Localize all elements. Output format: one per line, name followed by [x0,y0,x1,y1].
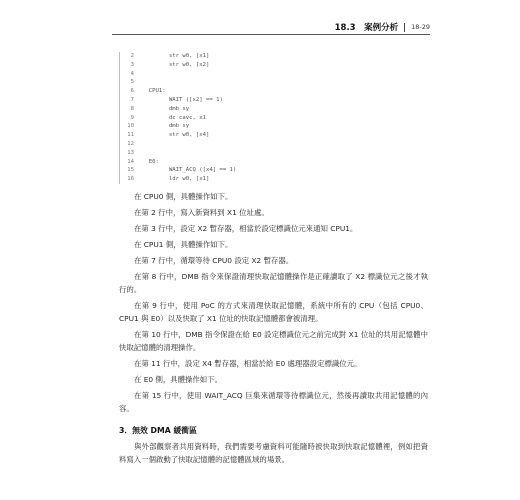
code-line [120,105,430,114]
header-rule [112,34,430,35]
paragraph: 在第 2 行中，寫入新資料到 X1 位址處。 [134,208,269,217]
line-number: 14 [127,158,134,165]
code-text: WAIT_ACQ ([x4] == 1) [142,167,237,174]
paragraph: 在第 10 行中，DMB 指令保證在給 E0 設定標識位元之前完成對 X1 位址的共用記憶體中快取記憶體的清理操作。 [119,330,428,352]
line-number: 12 [127,140,134,147]
code-line [120,140,430,149]
section-heading: 3．無效 DMA 緩衝區 [119,426,197,435]
body-text [119,190,428,466]
line-number: 5 [130,79,134,86]
line-number: 4 [130,70,134,77]
code-text: str w0, [x1] [142,53,210,59]
code-line [120,70,430,79]
code-text: dc cavc, x1 [142,114,206,121]
code-text: ldr w0, [x1] [142,176,210,183]
paragraph: 在第 7 行中，循環等待 CPU0 設定 X2 暫存器。 [134,256,294,265]
code-text: E0: [142,158,159,165]
code-line [120,114,430,123]
code-listing [119,52,430,184]
line-number: 16 [127,176,134,183]
code-line [120,122,430,131]
code-line [120,61,430,70]
code-text: CPU1: [142,88,166,95]
code-line [120,175,430,184]
line-number: 6 [130,88,134,95]
code-line [120,166,430,175]
header-divider [404,23,405,32]
section-title: 18.3 案例分析 [334,23,399,33]
line-number: 9 [130,114,134,121]
code-text: str w0, [x4] [142,132,210,139]
paragraph: 在第 8 行中，DMB 指令來保證清理快取記憶體操作是正確讀取了 X2 標識位元之後才執行的。 [119,272,428,294]
line-number: 11 [127,132,134,139]
line-number: 10 [127,123,134,130]
code-line [120,87,430,96]
paragraph: 與外部觀察者共用資料時，我們需要考慮資料可能隨時被快取到快取記憶體裡，例如把資料寫入一個啟動了快取記憶體的記憶體區域的場景。 [119,442,428,464]
paragraph: 在第 11 行中，設定 X4 暫存器，相當於給 E0 處理器設定標識位元。 [134,359,362,368]
line-number: 15 [127,167,134,174]
paragraph: 在第 15 行中，使用 WAIT_ACQ 巨集來循環等待標識位元，然後再讀取共用記憶體的內容。 [119,391,428,413]
running-header [112,20,430,34]
code-text: WAIT ([x2] == 1) [142,96,223,103]
line-number: 8 [130,105,134,112]
line-number: 3 [130,61,134,68]
code-line [120,78,430,87]
code-line [120,96,430,105]
line-number: 13 [127,149,134,156]
code-text: dmb sy [142,105,190,112]
paragraph: 在第 3 行中，設定 X2 暫存器，相當於設定標識位元來通知 CPU1。 [134,224,358,233]
line-number: 2 [130,53,134,59]
code-text: dmb sy [142,123,190,130]
code-line [120,158,430,167]
code-line [120,149,430,158]
line-number: 7 [130,96,134,103]
paragraph: 在 CPU1 側，具體操作如下。 [134,240,233,249]
code-line [120,131,430,140]
paragraph: 在 CPU0 側，具體操作如下。 [134,192,233,201]
paragraph: 在 E0 側，具體操作如下。 [134,375,222,384]
code-text: str w0, [x2] [142,61,210,68]
code-line [120,52,430,61]
paragraph: 在第 9 行中，使用 PoC 的方式來清理快取記憶體，系統中所有的 CPU（包括 CPU0、CPU1 與 E0）以及快取了 X1 位址的快取記憶體都會被清理。 [119,301,428,323]
page-number: 18-29 [411,23,430,31]
